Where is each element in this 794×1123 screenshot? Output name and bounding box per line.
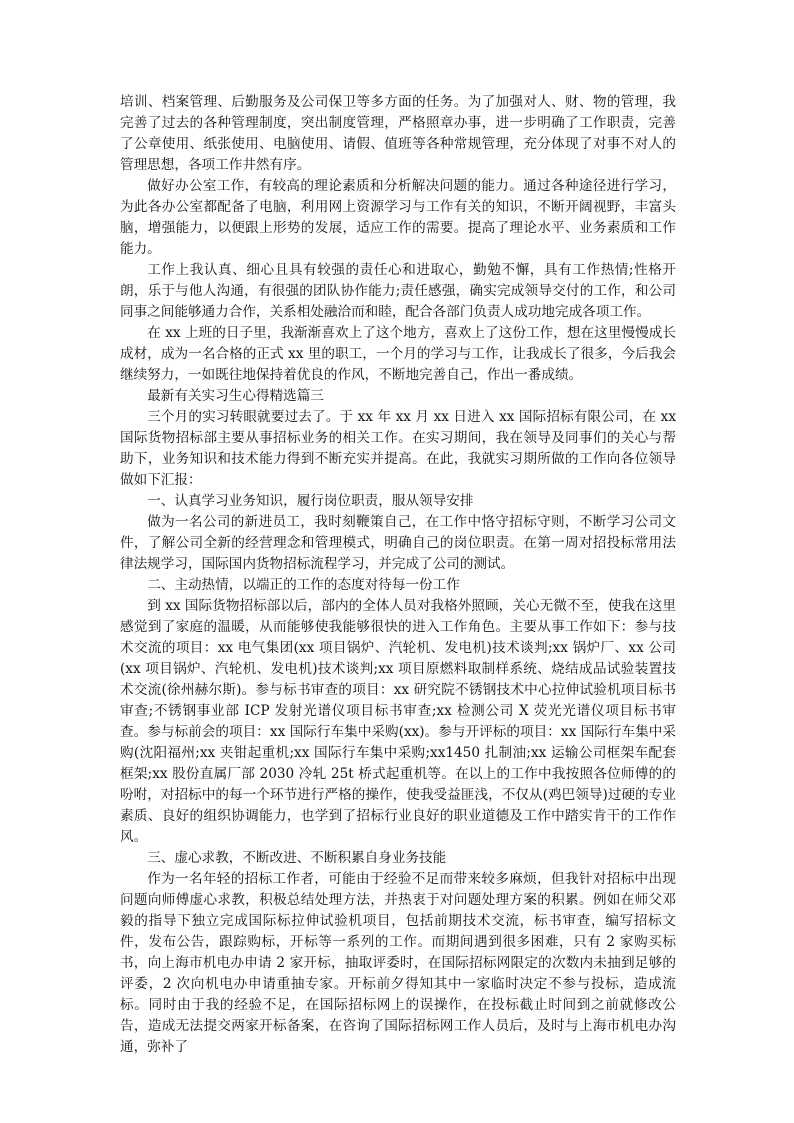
paragraph-2: 做好办公室工作，有较高的理论素质和分析解决问题的能力。通过各种途径进行学习，为此各办公室都配备了电脑，利用网上资源学习与工作有关的知识，不断开阔视野，丰富头脑，增强能力，以便跟上形势的发展，适应工作的需要。提高了理论水平、业务素质和工作能力。 [120,178,676,257]
heading-1: 一、认真学习业务知识，履行岗位职责，服从领导安排 [147,493,474,509]
paragraph-3: 工作上我认真、细心且具有较强的责任心和进取心，勤勉不懈，具有工作热情;性格开朗，乐于与他人沟通，有很强的团队协作能力;责任感强，确实完成领导交付的工作，和公司同事之间能够通力合作，关系相处融洽而和睦，配合各部门负责人成功地完成各项工作。 [120,262,676,320]
paragraph-4: 在 xx 上班的日子里，我渐渐喜欢上了这个地方，喜欢上了这份工作，想在这里慢慢成长成材，成为一名合格的正式 xx 里的职工，一个月的学习与工作，让我成长了很多，今后我会继续努力，一如既往地保持着优良的作风，不断地完善自己，作出一番成绩。 [120,325,676,383]
document-page [120,92,676,1058]
section-title: 最新有关实习生心得精选篇三 [147,388,324,404]
paragraph-6: 做为一名公司的新进员工，我时刻鞭策自己，在工作中恪守招标守则，不断学习公司文件，了解公司全新的经营理念和管理模式，明确自己的岗位职责。在第一周对招投标常用法律法规学习，国际国内货物招标流程学习，并完成了公司的测试。 [120,514,676,572]
heading-3: 三、虚心求教，不断改进、不断积累自身业务技能 [147,850,447,866]
paragraph-1: 培训、档案管理、后勤服务及公司保卫等多方面的任务。为了加强对人、财、物的管理，我完善了过去的各种管理制度，突出制度管理，严格照章办事，进一步明确了工作职责，完善了公章使用、纸张使用、电脑使用、请假、值班等各种常规管理，充分体现了对事不对人的管理思想，各项工作井然有序。 [120,94,676,173]
paragraph-7: 到 xx 国际货物招标部以后，部内的全体人员对我格外照顾，关心无微不至，使我在这里感觉到了家庭的温暖，从而能够使我能够很快的进入工作角色。主要从事工作如下：参与技术交流的项目：xx 电气集团(xx 项目锅炉、汽轮机、发电机)技术谈判;xx 锅炉厂、xx 公司(xx 项目锅炉、汽轮机、发电机)技术谈判;xx 项目原燃料取制样系统、烧结成品试验装置技术交流(徐州赫尔斯)。参与标书审查的项目：xx 研究院不锈钢技术中心拉伸试验机项目标书审查;不锈钢事业部 ICP 发射光谱仪项目标书审查;xx 检测公司 X 荧光光谱仪项目标书审查。参与标前会的项目：xx 国际行车集中采购(xx)。参与开评标的项目：xx 国际行车集中采购(沈阳福州;xx 夹钳起重机;xx 国际行车集中采购;xx1450 扎制油;xx 运输公司框架车配套框架;xx 股份直属厂部 2030 冷轧 25t 桥式起重机等。在以上的工作中我按照各位师傅的的吩咐，对招标中的每一个环节进行严格的操作，使我受益匪浅，不仅从(鸡巴领导)过硬的专业素质、良好的组织协调能力，也学到了招标行业良好的职业道德及工作中踏实肯干的工作作风。 [120,598,676,845]
heading-2: 二、主动热情，以端正的工作的态度对待每一份工作 [147,577,460,593]
paragraph-8: 作为一名年轻的招标工作者，可能由于经验不足而带来较多麻烦，但我针对招标中出现问题向师傅虚心求教，积极总结处理方法，并热衷于对问题处理方案的积累。例如在师父邓毅的指导下独立完成国际标拉伸试验机项目，包括前期技术交流，标书审查，编写招标文件，发布公告，跟踪购标，开标等一系列的工作。而期间遇到很多困难，只有 2 家购买标书，向上海市机电办申请 2 家开标，抽取评委时，在国际招标网限定的次数内未抽到足够的评委，2 次向机电办申请重抽专家。开标前夕得知其中一家临时决定不参与投标，造成流标。同时由于我的经验不足，在国际招标网上的误操作，在投标截止时间到之前就修改公告，造成无法提交两家开标备案，在咨询了国际招标网工作人员后，及时与上海市机电办沟通，弥补了 [120,871,676,1055]
paragraph-5: 三个月的实习转眼就要过去了。于 xx 年 xx 月 xx 日进入 xx 国际招标有限公司，在 xx 国际货物招标部主要从事招标业务的相关工作。在实习期间，我在领导及同事们的关心与帮助下，业务知识和技术能力得到不断充实并提高。在此，我就实习期所做的工作向各位领导做如下汇报： [120,409,676,488]
